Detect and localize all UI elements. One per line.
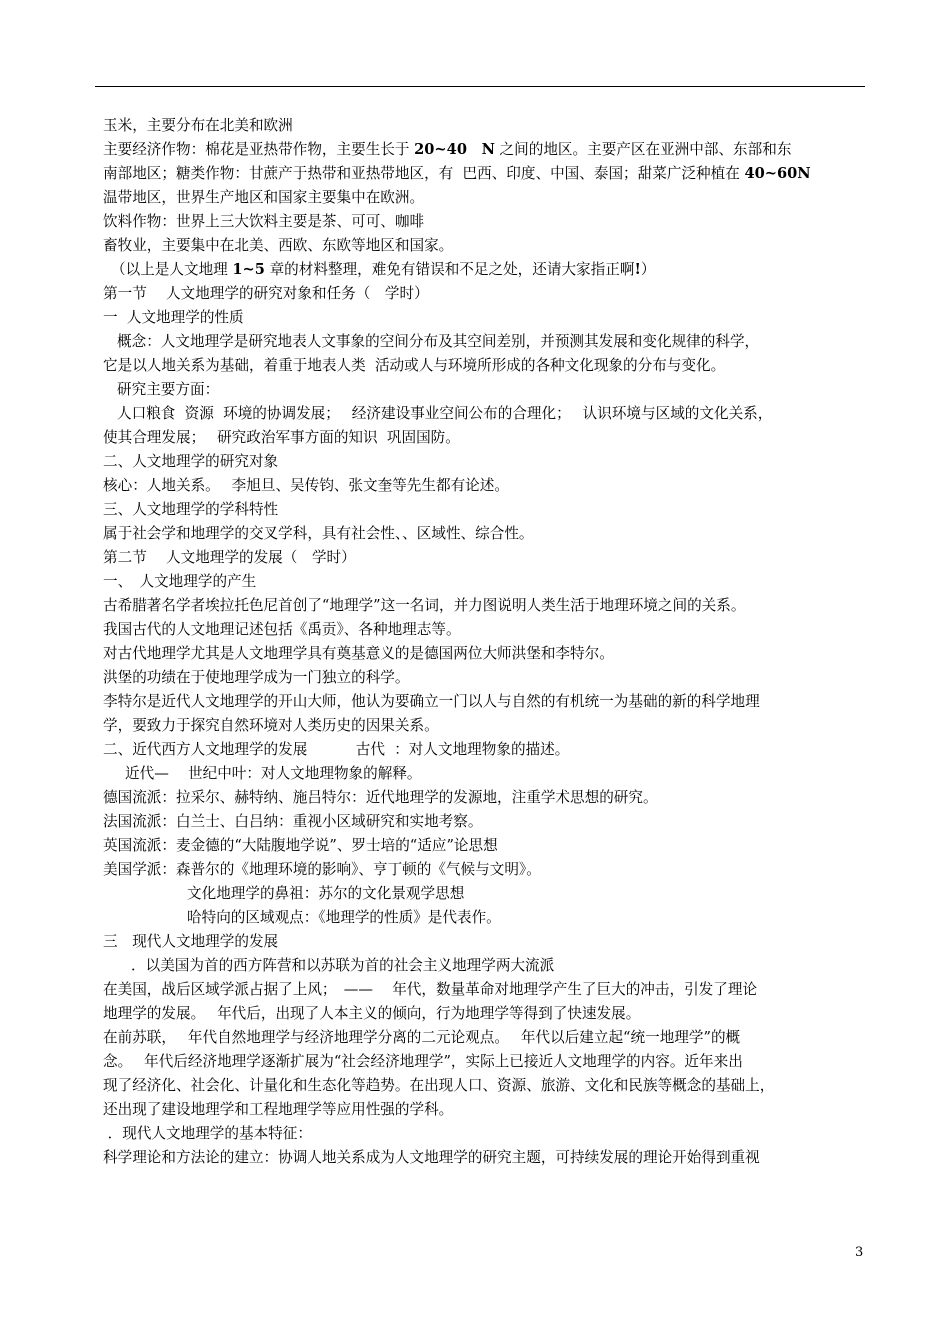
text-line: 还出现了建设地理学和工程地理学等应用性强的学科。 (103, 1101, 454, 1118)
text-line: 美国学派：森普尔的《地理环境的影响》、亨丁顿的《气候与文明》。 (103, 861, 541, 878)
text-line: 概念：人文地理学是研究地表人文事象的空间分布及其空间差别，并预测其发展和变化规律的科学， (117, 333, 760, 350)
text-line: 属于社会学和地理学的交叉学科，具有社会性、、区域性、综合性。 (103, 525, 534, 542)
text-line: 二、近代西方人文地理学的发展 古代 ：对人文地理物象的描述。 (103, 741, 570, 758)
text-line: 主要经济作物：棉花是亚热带作物，主要生长于 20~40 N 之间的地区。主要产区在亚洲中部、东部和东 (103, 141, 792, 158)
text-line: 学，要致力于探究自然环境对人类历史的因果关系。 (103, 717, 439, 734)
text-line: （以上是人文地理 1~5 章的材料整理，难免有错误和不足之处，还请大家指正啊!） (111, 261, 656, 278)
text-line: 一 人文地理学的性质 (103, 309, 244, 326)
text-line: 现了经济化、社会化、计量化和生态化等趋势。在出现人口、资源、旅游、文化和民族等概念的基础上， (103, 1077, 775, 1094)
text-line: 文化地理学的鼻祖：苏尔的文化景观学思想 (187, 885, 465, 902)
text-line: 科学理论和方法论的建立：协调人地关系成为人文地理学的研究主题，可持续发展的理论开始得到重视 (103, 1149, 760, 1166)
header-rule (95, 86, 865, 87)
text-line: 第一节 人文地理学的研究对象和任务（ 学时） (103, 285, 429, 302)
text-line: 二、人文地理学的研究对象 (103, 453, 279, 470)
text-line: 畜牧业，主要集中在北美、西欧、东欧等地区和国家。 (103, 237, 454, 254)
text-line: 古希腊著名学者埃拉托色尼首创了“地理学”这一名词，并力图说明人类生活于地理环境之间的关系。 (103, 597, 746, 614)
text-line: 第二节 人文地理学的发展（ 学时） (103, 549, 356, 566)
text-line: 在前苏联， 年代自然地理学与经济地理学分离的二元论观点。 年代以后建立起“统一地理学”的概 (103, 1029, 741, 1046)
text-line: 在美国，战后区域学派占据了上风； —— 年代，数量革命对地理学产生了巨大的冲击，引发了理论 (103, 981, 758, 998)
text-line: 使其合理发展； 研究政治军事方面的知识 巩固国防。 (103, 429, 460, 446)
text-line: 哈特向的区域观点：《地理学的性质》是代表作。 (187, 909, 501, 926)
text-line: 人口粮食 资源 环境的协调发展； 经济建设事业空间公布的合理化； 认识环境与区域的文化关系， (117, 405, 773, 422)
text-line: 南部地区；糖类作物：甘蔗产于热带和亚热带地区，有 巴西、印度、中国、泰国；甜菜广泛种植在 40~60N (103, 165, 811, 182)
text-line: ．现代人文地理学的基本特征： (103, 1125, 312, 1142)
text-line: 研究主要方面： (117, 381, 220, 398)
text-line: 法国流派：白兰士、白吕纳：重视小区域研究和实地考察。 (103, 813, 483, 830)
text-line: 英国流派：麦金德的“大陆腹地学说”、罗士培的“适应”论思想 (103, 837, 498, 854)
text-line: 近代— 世纪中叶：对人文地理物象的解释。 (125, 765, 422, 782)
text-line: 它是以人地关系为基础，着重于地表人类 活动或人与环境所形成的各种文化现象的分布与变化。 (103, 357, 726, 374)
text-line: 三 现代人文地理学的发展 (103, 933, 279, 950)
text-line: 三、人文地理学的学科特性 (103, 501, 279, 518)
page-number: 3 (855, 1245, 864, 1260)
text-line: 地理学的发展。 年代后，出现了人本主义的倾向，行为地理学等得到了快速发展。 (103, 1005, 641, 1022)
text-line: 温带地区，世界生产地区和国家主要集中在欧洲。 (103, 189, 425, 206)
text-line: 李特尔是近代人文地理学的开山大师，他认为要确立一门以人与自然的有机统一为基础的新的科学地理 (103, 693, 760, 710)
document-body (103, 114, 863, 1170)
text-line: 核心：人地关系。 李旭旦、吴传钧、张文奎等先生都有论述。 (103, 477, 509, 494)
text-line: 对古代地理学尤其是人文地理学具有奠基意义的是德国两位大师洪堡和李特尔。 (103, 645, 614, 662)
text-line: 我国古代的人文地理记述包括《禹贡》、各种地理志等。 (103, 621, 461, 638)
text-line: ．以美国为首的西方阵营和以苏联为首的社会主义地理学两大流派 (131, 957, 555, 974)
text-line: 念。 年代后经济地理学逐渐扩展为“社会经济地理学”，实际上已接近人文地理学的内容。近年来出 (103, 1053, 743, 1070)
text-line: 德国流派：拉采尔、赫特纳、施吕特尔：近代地理学的发源地，注重学术思想的研究。 (103, 789, 658, 806)
text-line: 饮料作物：世界上三大饮料主要是茶、可可、咖啡 (103, 213, 425, 230)
text-line: 一、 人文地理学的产生 (103, 573, 257, 590)
text-line: 玉米，主要分布在北美和欧洲 (103, 117, 293, 134)
text-line: 洪堡的功绩在于使地理学成为一门独立的科学。 (103, 669, 410, 686)
